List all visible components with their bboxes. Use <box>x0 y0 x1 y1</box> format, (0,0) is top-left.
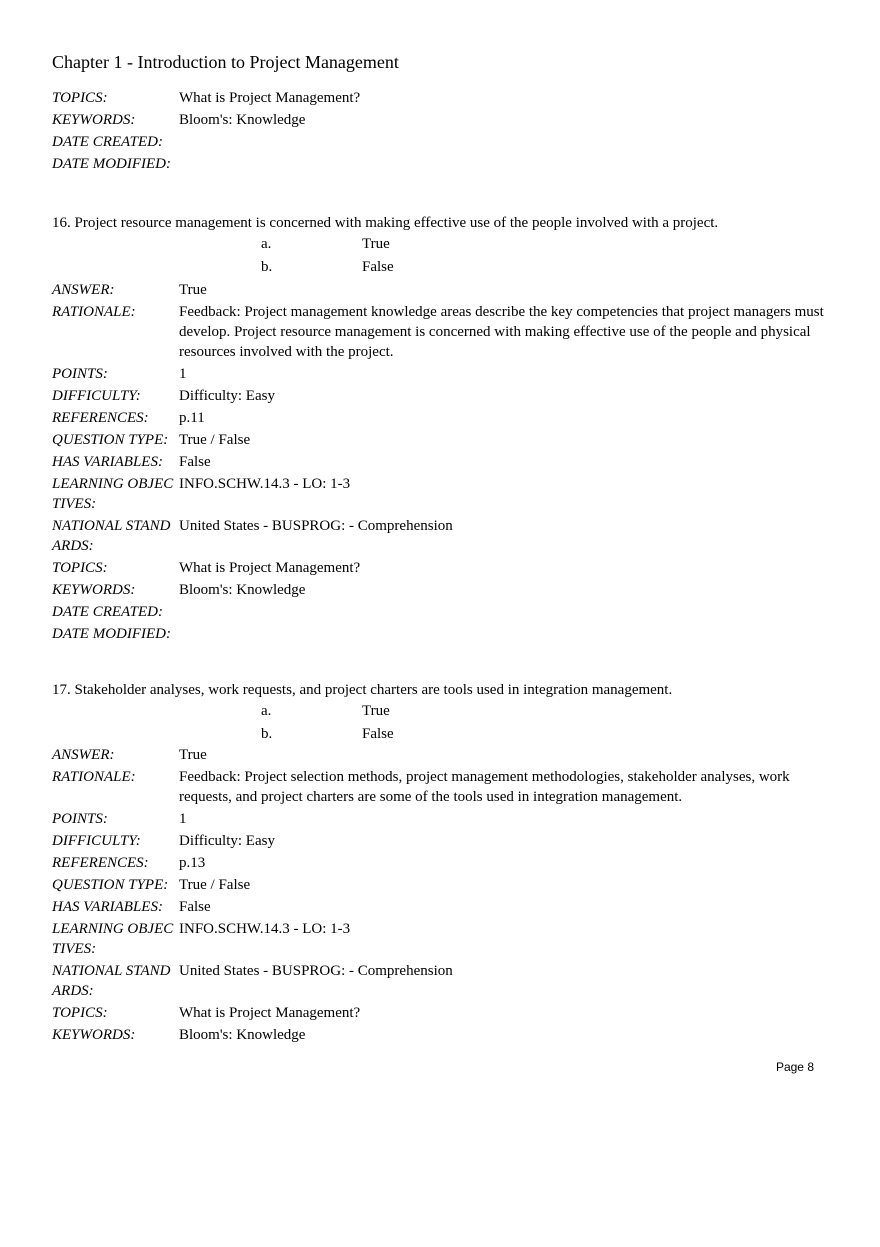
meta-label: KEYWORDS: <box>52 582 136 598</box>
meta-value <box>179 624 842 644</box>
choice-letter: b. <box>261 726 273 742</box>
meta-label: LEARNING OBJECTIVES: <box>52 921 174 957</box>
meta-value: Bloom's: Knowledge <box>179 582 306 598</box>
choice-text: True <box>362 236 390 252</box>
meta-value: United States - BUSPROG: - Comprehension <box>179 518 453 534</box>
meta-row-answer <box>52 280 842 300</box>
choice-text: True <box>362 703 390 719</box>
meta-value: False <box>179 454 211 470</box>
meta-value <box>179 132 842 152</box>
meta-value: 1 <box>179 366 187 382</box>
meta-label: TOPICS: <box>52 560 108 576</box>
question-17-metadata <box>52 745 842 1047</box>
meta-value: INFO.SCHW.14.3 - LO: 1-3 <box>179 921 351 937</box>
meta-label: HAS VARIABLES: <box>52 454 163 470</box>
meta-label: DATE CREATED: <box>52 134 163 150</box>
meta-row-date-modified <box>52 624 842 644</box>
meta-row-points <box>52 809 842 829</box>
meta-value: 1 <box>179 811 187 827</box>
meta-row-keywords <box>52 110 842 130</box>
meta-row-difficulty <box>52 831 842 851</box>
choice-letter: a. <box>261 236 272 252</box>
meta-row-has-variables <box>52 452 842 472</box>
meta-value: Difficulty: Easy <box>179 833 275 849</box>
meta-value <box>179 602 842 622</box>
meta-value: True / False <box>179 877 251 893</box>
meta-row-topics <box>52 1003 842 1023</box>
meta-value: Difficulty: Easy <box>179 388 275 404</box>
meta-row-references <box>52 853 842 873</box>
meta-label: DIFFICULTY: <box>52 388 141 404</box>
meta-label: REFERENCES: <box>52 410 149 426</box>
meta-row-date-created <box>52 602 842 622</box>
meta-label: POINTS: <box>52 366 108 382</box>
meta-row-topics <box>52 558 842 578</box>
meta-label: ANSWER: <box>52 747 115 763</box>
meta-value: Bloom's: Knowledge <box>179 112 306 128</box>
meta-label: KEYWORDS: <box>52 1027 136 1043</box>
meta-label: NATIONAL STANDARDS: <box>52 518 171 554</box>
chapter-title: Chapter 1 - Introduction to Project Management <box>52 52 399 72</box>
meta-row-date-modified <box>52 154 842 174</box>
meta-row-learning-objectives <box>52 474 842 514</box>
meta-row-topics <box>52 88 842 108</box>
meta-row-question-type <box>52 875 842 895</box>
meta-value: True / False <box>179 432 251 448</box>
page-number: Page 8 <box>775 1060 814 1074</box>
question-16-metadata <box>52 280 842 646</box>
meta-row-national-standards <box>52 961 842 1001</box>
meta-value: What is Project Management? <box>179 90 361 106</box>
meta-value: Bloom's: Knowledge <box>179 1027 306 1043</box>
meta-label: RATIONALE: <box>52 769 136 785</box>
choice-letter: b. <box>261 259 273 275</box>
meta-label: QUESTION TYPE: <box>52 432 169 448</box>
meta-value: What is Project Management? <box>179 560 361 576</box>
question-17-text: 17. Stakeholder analyses, work requests, and project charters are tools used in integration management. <box>52 682 673 698</box>
choice-text: False <box>362 259 394 275</box>
choice-text: False <box>362 726 394 742</box>
meta-value: p.11 <box>179 410 205 426</box>
meta-label: DATE MODIFIED: <box>52 156 171 172</box>
meta-label: ANSWER: <box>52 282 115 298</box>
meta-value: Feedback: Project management knowledge areas describe the key competencies that project managers must develop. Project resource management is concerned with making effective use of the people and physical resources involved with the project. <box>179 304 824 360</box>
meta-row-points <box>52 364 842 384</box>
meta-label: TOPICS: <box>52 1005 108 1021</box>
choice-letter: a. <box>261 703 272 719</box>
meta-value: What is Project Management? <box>179 1005 361 1021</box>
meta-label: NATIONAL STANDARDS: <box>52 963 171 999</box>
meta-row-date-created <box>52 132 842 152</box>
meta-row-keywords <box>52 580 842 600</box>
top-metadata <box>52 88 842 176</box>
meta-label: REFERENCES: <box>52 855 149 871</box>
meta-row-keywords <box>52 1025 842 1045</box>
meta-label: TOPICS: <box>52 90 108 106</box>
meta-row-has-variables <box>52 897 842 917</box>
meta-row-learning-objectives <box>52 919 842 959</box>
meta-value: Feedback: Project selection methods, project management methodologies, stakeholder analyses, work requests, and project charters are some of the tools used in integration management. <box>179 769 790 805</box>
meta-value: True <box>179 747 207 763</box>
meta-label: RATIONALE: <box>52 304 136 320</box>
meta-value: True <box>179 282 207 298</box>
meta-label: DIFFICULTY: <box>52 833 141 849</box>
meta-value: p.13 <box>179 855 206 871</box>
meta-label: DATE CREATED: <box>52 604 163 620</box>
meta-value: False <box>179 899 211 915</box>
meta-row-answer <box>52 745 842 765</box>
meta-row-rationale <box>52 302 842 362</box>
meta-row-national-standards <box>52 516 842 556</box>
meta-value <box>179 154 842 174</box>
meta-label: DATE MODIFIED: <box>52 626 171 642</box>
meta-label: POINTS: <box>52 811 108 827</box>
meta-label: QUESTION TYPE: <box>52 877 169 893</box>
meta-label: LEARNING OBJECTIVES: <box>52 476 174 512</box>
meta-row-difficulty <box>52 386 842 406</box>
meta-row-rationale <box>52 767 842 807</box>
question-16-text: 16. Project resource management is concerned with making effective use of the people involved with a project. <box>52 215 719 231</box>
meta-value: INFO.SCHW.14.3 - LO: 1-3 <box>179 476 351 492</box>
meta-label: HAS VARIABLES: <box>52 899 163 915</box>
meta-row-question-type <box>52 430 842 450</box>
meta-label: KEYWORDS: <box>52 112 136 128</box>
meta-row-references <box>52 408 842 428</box>
meta-value: United States - BUSPROG: - Comprehension <box>179 963 453 979</box>
